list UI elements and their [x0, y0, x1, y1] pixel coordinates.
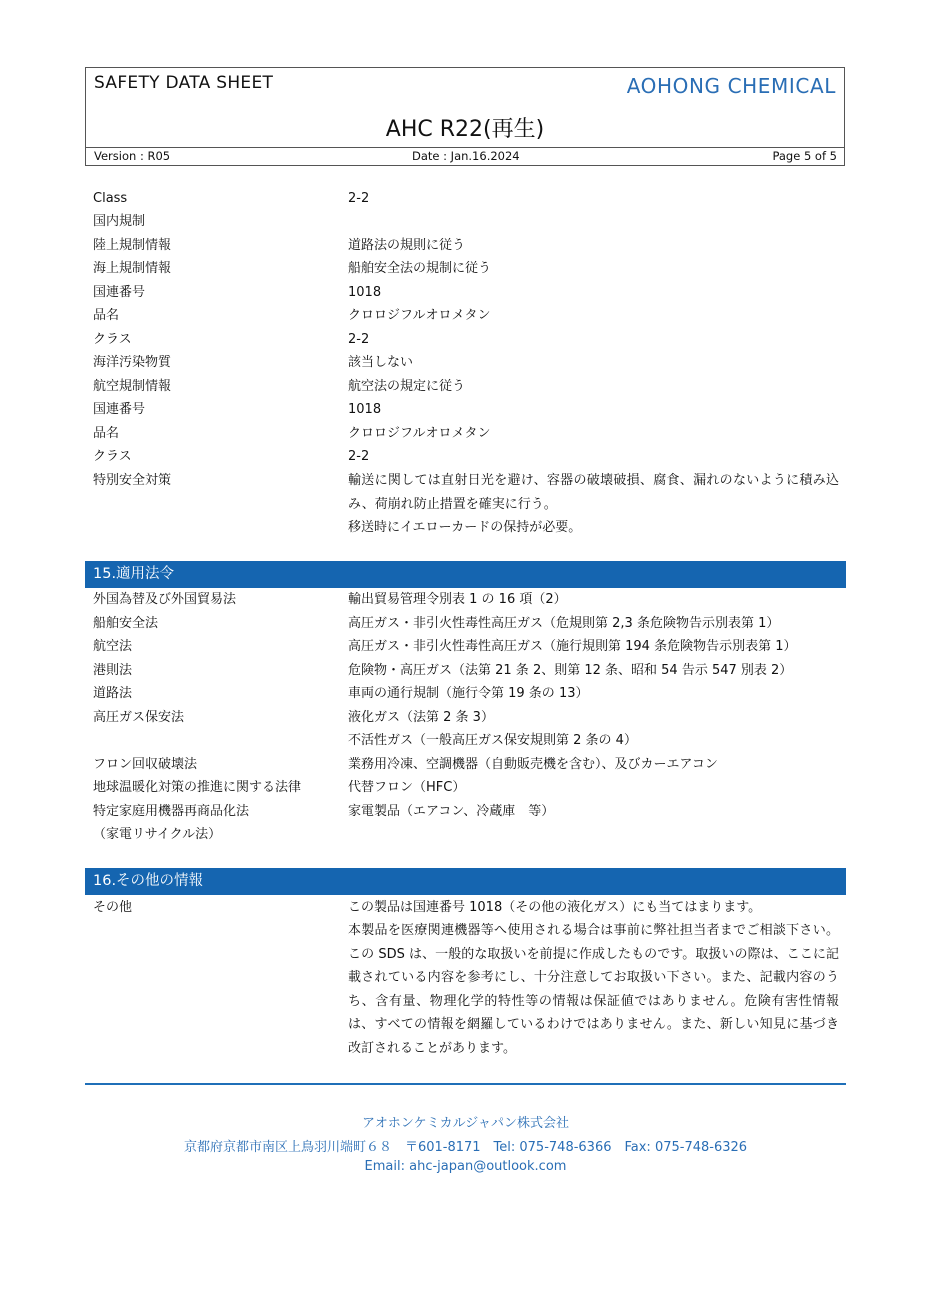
law-label: 地球温暖化対策の推進に関する法律 — [93, 780, 302, 795]
row-label: Class — [93, 191, 128, 206]
row-label: 品名 — [93, 308, 120, 323]
un-number-note: この製品は国連番号 1018（その他の液化ガス）にも当てはまります。 — [348, 900, 762, 915]
row-value: 2-2 — [348, 449, 370, 464]
footer-divider — [85, 1083, 846, 1085]
footer-email[interactable]: Email: ahc-japan@outlook.com — [364, 1159, 567, 1174]
section-16-header: 16.その他の情報 — [85, 868, 846, 895]
special-safety-note: 移送時にイエローカードの保持が必要。 — [348, 520, 582, 535]
row-value: 2-2 — [348, 332, 370, 347]
law-label: 高圧ガス保安法 — [93, 710, 185, 725]
law-label: 港則法 — [93, 663, 133, 678]
row-label: 国内規制 — [93, 214, 146, 229]
law-value: 業務用冷凍、空調機器（自動販売機を含む）、及びカーエアコン — [348, 757, 718, 772]
row-value: クロロジフルオロメタン — [348, 308, 491, 323]
row-value: 2-2 — [348, 191, 370, 206]
row-label: 海上規制情報 — [93, 261, 172, 276]
row-label: 国連番号 — [93, 285, 146, 300]
company-brand: AOHONG CHEMICAL — [626, 74, 836, 98]
section-15-header: 15.適用法令 — [85, 561, 846, 588]
law-label: 船舶安全法 — [93, 616, 159, 631]
law-label: 外国為替及び外国貿易法 — [93, 592, 237, 607]
row-label: 航空規制情報 — [93, 379, 172, 394]
law-value: 家電製品（エアコン、冷蔵庫 等） — [348, 804, 555, 819]
law-label: 道路法 — [93, 686, 133, 701]
row-value: クロロジフルオロメタン — [348, 426, 491, 441]
law-label: フロン回収破壊法 — [93, 757, 198, 772]
row-label: 海洋汚染物質 — [93, 355, 172, 370]
row-value: 1018 — [348, 402, 382, 417]
row-label: クラス — [93, 332, 132, 347]
header-divider — [86, 147, 844, 148]
law-label: （家電リサイクル法） — [93, 827, 222, 842]
other-info-label: その他 — [93, 900, 133, 915]
law-value: 液化ガス（法第 2 条 3） — [348, 710, 494, 725]
row-label: 品名 — [93, 426, 120, 441]
law-value: 不活性ガス（一般高圧ガス保安規則第 2 条の 4） — [348, 733, 637, 748]
product-title: AHC R22(再生) — [385, 117, 545, 142]
law-value: 輸出貿易管理令別表 1 の 16 項（2） — [348, 592, 567, 607]
row-value: 該当しない — [348, 355, 414, 370]
row-value: 1018 — [348, 285, 382, 300]
law-value: 高圧ガス・非引火性毒性高圧ガス（危規則第 2,3 条危険物告示別表第 1） — [348, 616, 780, 631]
row-label: クラス — [93, 449, 132, 464]
row-value: 航空法の規定に従う — [348, 379, 466, 394]
page-number: Page 5 of 5 — [772, 149, 837, 163]
document-header — [85, 67, 845, 166]
row-value: 船舶安全法の規制に従う — [348, 261, 492, 276]
row-value: 道路法の規則に従う — [348, 238, 466, 253]
row-label: 国連番号 — [93, 402, 146, 417]
disclaimer-text: 本製品を医療関連機器等へ使用される場合は事前に弊社担当者までご相談下さい。この SDS は、一般的な取扱いを前提に作成したものです。取扱いの際は、ここに記載されている内容を参考にし、十分注意してお取扱い下さい。また、記載内容のうち、含有量、物理化学的特性等の情報は保証値ではありません。危険有害性情報は、すべての情報を網羅しているわけではありません。また、新しい知見に基づき改訂されることがあります。 — [348, 923, 839, 1056]
law-label: 航空法 — [93, 639, 133, 654]
law-value: 危険物・高圧ガス（法第 21 条 2、則第 12 条、昭和 54 告示 547 別表 2） — [348, 663, 793, 678]
special-safety-text: 輸送に関しては直射日光を避け、容器の破壊破損、腐食、漏れのないように積み込み、荷崩れ防止措置を確実に行う。 — [348, 473, 839, 512]
version-label: Version : R05 — [94, 149, 171, 163]
footer-address: 京都府京都市南区上鳥羽川端町６８ 〒601-8171 Tel: 075-748-6366 Fax: 075-748-6326 — [183, 1140, 748, 1155]
document-type: SAFETY DATA SHEET — [94, 73, 274, 93]
law-value: 高圧ガス・非引火性毒性高圧ガス（施行規則第 194 条危険物告示別表第 1） — [348, 639, 797, 654]
law-label: 特定家庭用機器再商品化法 — [93, 804, 250, 819]
footer-company: アオホンケミカルジャパン株式会社 — [361, 1116, 570, 1131]
row-label: 陸上規制情報 — [93, 238, 172, 253]
special-safety-label: 特別安全対策 — [93, 473, 172, 488]
date-label: Date : Jan.16.2024 — [412, 149, 520, 163]
law-value: 代替フロン（HFC） — [348, 780, 466, 795]
law-value: 車両の通行規制（施行令第 19 条の 13） — [348, 686, 589, 701]
